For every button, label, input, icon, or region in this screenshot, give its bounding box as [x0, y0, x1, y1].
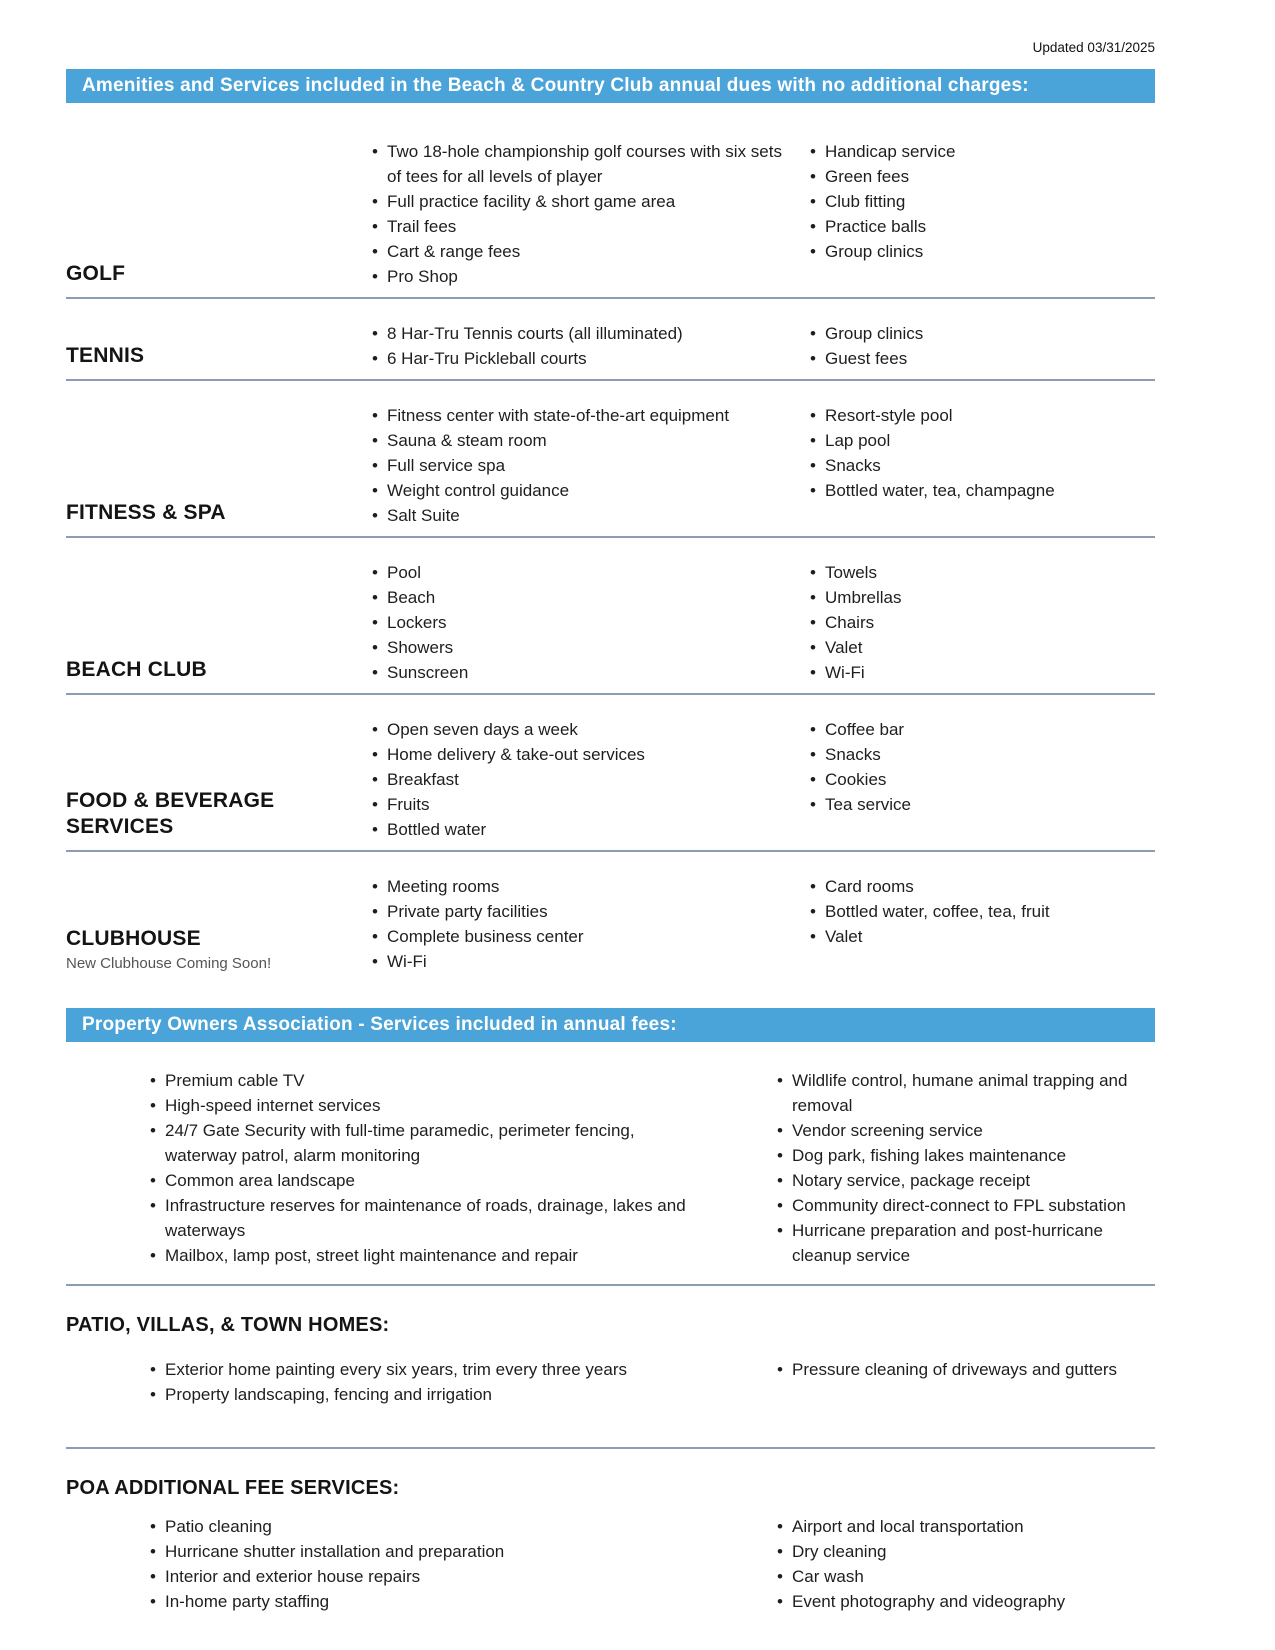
list-item: • Bottled water, tea, champagne: [808, 478, 1155, 503]
list-item: • 6 Har-Tru Pickleball courts: [370, 346, 800, 371]
list-item: • Club fitting: [808, 189, 1155, 214]
list-item: • Common area landscape: [148, 1168, 693, 1193]
list-item: • Private party facilities: [370, 899, 800, 924]
bullet-list: [148, 1357, 693, 1407]
patio-lists: [66, 1337, 1155, 1407]
list-item: • Vendor screening service: [775, 1118, 1155, 1143]
list-item: • Property landscaping, fencing and irrigation: [148, 1382, 693, 1407]
section-row: [66, 381, 1155, 538]
bullet-list: [808, 874, 1155, 949]
section-right-list: [800, 874, 1155, 974]
list-item: • Two 18-hole championship golf courses with six sets of tees for all levels of player: [370, 139, 800, 189]
section-left-list: [370, 321, 800, 371]
divider: [66, 1447, 1155, 1449]
bullet-list: [370, 560, 800, 685]
list-item: • Pool: [370, 560, 800, 585]
list-item: • Umbrellas: [808, 585, 1155, 610]
list-item: • Handicap service: [808, 139, 1155, 164]
section-right-list: [800, 139, 1155, 289]
list-item: • Wi-Fi: [808, 660, 1155, 685]
left-column: [148, 1514, 693, 1614]
list-item: • Showers: [370, 635, 800, 660]
poa-additional-lists: [66, 1500, 1155, 1614]
right-column: [775, 1357, 1155, 1407]
list-item: • Sunscreen: [370, 660, 800, 685]
section-row: [66, 538, 1155, 695]
poa-banner: Property Owners Association - Services included in annual fees:: [66, 1008, 1155, 1042]
updated-date: Updated 03/31/2025: [1032, 40, 1155, 55]
section-right-list: [800, 321, 1155, 371]
section-right-list: [800, 403, 1155, 528]
list-item: • Tea service: [808, 792, 1155, 817]
list-item: • Practice balls: [808, 214, 1155, 239]
bullet-list: [370, 139, 800, 289]
list-item: • Car wash: [775, 1564, 1155, 1589]
section-label-column: [66, 717, 370, 842]
list-item: • Complete business center: [370, 924, 800, 949]
list-item: • Cookies: [808, 767, 1155, 792]
section-left-list: [370, 717, 800, 842]
poa-lists: [66, 1042, 1155, 1268]
list-item: • Resort-style pool: [808, 403, 1155, 428]
list-item: • Weight control guidance: [370, 478, 800, 503]
section-left-list: [370, 403, 800, 528]
section-label-column: [66, 403, 370, 528]
section-row: [66, 852, 1155, 1002]
amenities-banner: Amenities and Services included in the Beach & Country Club annual dues with no additional charges:: [66, 69, 1155, 103]
bullet-list: [808, 321, 1155, 371]
list-item: • Hurricane preparation and post-hurricane cleanup service: [775, 1218, 1155, 1268]
bullet-list: [775, 1514, 1155, 1614]
list-item: • Trail fees: [370, 214, 800, 239]
divider: [66, 1284, 1155, 1286]
list-item: • Interior and exterior house repairs: [148, 1564, 693, 1589]
list-item: • Valet: [808, 924, 1155, 949]
section-label-column: [66, 560, 370, 685]
list-item: • Fitness center with state-of-the-art equipment: [370, 403, 800, 428]
list-item: • Salt Suite: [370, 503, 800, 528]
list-item: • Airport and local transportation: [775, 1514, 1155, 1539]
section-left-list: [370, 560, 800, 685]
bullet-list: [808, 717, 1155, 817]
section-label: TENNIS: [66, 344, 145, 367]
list-item: • Wildlife control, humane animal trapping and removal: [775, 1068, 1155, 1118]
right-column: [775, 1068, 1155, 1268]
section-label: GOLF: [66, 262, 126, 285]
patio-heading: PATIO, VILLAS, & TOWN HOMES:: [66, 1314, 390, 1336]
list-item: • Lap pool: [808, 428, 1155, 453]
list-item: • Group clinics: [808, 239, 1155, 264]
list-item: • 24/7 Gate Security with full-time paramedic, perimeter fencing, waterway patrol, alarm monitoring: [148, 1118, 693, 1168]
section-row: [66, 695, 1155, 852]
section-label: FOOD & BEVERAGE SERVICES: [66, 789, 275, 838]
section-right-list: [800, 717, 1155, 842]
bullet-list: [808, 560, 1155, 685]
list-item: • Event photography and videography: [775, 1589, 1155, 1614]
list-item: • Full service spa: [370, 453, 800, 478]
list-item: • Meeting rooms: [370, 874, 800, 899]
list-item: • Infrastructure reserves for maintenance of roads, drainage, lakes and waterways: [148, 1193, 693, 1243]
list-item: • In-home party staffing: [148, 1589, 693, 1614]
amenities-sections: [66, 103, 1155, 1002]
list-item: • Hurricane shutter installation and preparation: [148, 1539, 693, 1564]
list-item: • Sauna & steam room: [370, 428, 800, 453]
list-item: • Notary service, package receipt: [775, 1168, 1155, 1193]
list-item: • Chairs: [808, 610, 1155, 635]
section-label-column: [66, 321, 370, 371]
list-item: • Dog park, fishing lakes maintenance: [775, 1143, 1155, 1168]
section-label: BEACH CLUB: [66, 658, 207, 681]
list-item: • Full practice facility & short game area: [370, 189, 800, 214]
section-label: FITNESS & SPA: [66, 501, 226, 524]
bullet-list: [370, 321, 800, 371]
bullet-list: [808, 139, 1155, 264]
list-item: • Pressure cleaning of driveways and gutters: [775, 1357, 1155, 1382]
section-left-list: [370, 874, 800, 974]
section-label-column: [66, 874, 370, 974]
bullet-list: [370, 874, 800, 974]
list-item: • Bottled water: [370, 817, 800, 842]
section-row: [66, 299, 1155, 381]
list-item: • Card rooms: [808, 874, 1155, 899]
list-item: • Breakfast: [370, 767, 800, 792]
list-item: • Snacks: [808, 453, 1155, 478]
bullet-list: [775, 1068, 1155, 1268]
list-item: • Pro Shop: [370, 264, 800, 289]
list-item: • Guest fees: [808, 346, 1155, 371]
list-item: • Beach: [370, 585, 800, 610]
list-item: • Cart & range fees: [370, 239, 800, 264]
list-item: • Home delivery & take-out services: [370, 742, 800, 767]
list-item: • Snacks: [808, 742, 1155, 767]
section-label-column: [66, 139, 370, 289]
list-item: • Open seven days a week: [370, 717, 800, 742]
section-label: CLUBHOUSE: [66, 927, 201, 950]
section-row: [66, 103, 1155, 299]
list-item: • Group clinics: [808, 321, 1155, 346]
bullet-list: [808, 403, 1155, 503]
list-item: • Bottled water, coffee, tea, fruit: [808, 899, 1155, 924]
list-item: • Valet: [808, 635, 1155, 660]
left-column: [148, 1068, 693, 1268]
list-item: • Towels: [808, 560, 1155, 585]
poa-additional-heading: POA ADDITIONAL FEE SERVICES:: [66, 1477, 400, 1499]
bullet-list: [370, 717, 800, 842]
list-item: • Exterior home painting every six years, trim every three years: [148, 1357, 693, 1382]
bullet-list: [370, 403, 800, 528]
list-item: • Mailbox, lamp post, street light maintenance and repair: [148, 1243, 693, 1268]
bullet-list: [148, 1068, 693, 1268]
list-item: • Wi-Fi: [370, 949, 800, 974]
bullet-list: [775, 1357, 1155, 1382]
right-column: [775, 1514, 1155, 1614]
list-item: • Lockers: [370, 610, 800, 635]
list-item: • Dry cleaning: [775, 1539, 1155, 1564]
list-item: • High-speed internet services: [148, 1093, 693, 1118]
list-item: • Community direct-connect to FPL substation: [775, 1193, 1155, 1218]
list-item: • Patio cleaning: [148, 1514, 693, 1539]
list-item: • Coffee bar: [808, 717, 1155, 742]
list-item: • Premium cable TV: [148, 1068, 693, 1093]
list-item: • Green fees: [808, 164, 1155, 189]
bullet-list: [148, 1514, 693, 1614]
section-left-list: [370, 139, 800, 289]
section-right-list: [800, 560, 1155, 685]
section-sublabel: New Clubhouse Coming Soon!: [66, 955, 272, 972]
list-item: • Fruits: [370, 792, 800, 817]
left-column: [148, 1357, 693, 1407]
list-item: • 8 Har-Tru Tennis courts (all illuminated): [370, 321, 800, 346]
